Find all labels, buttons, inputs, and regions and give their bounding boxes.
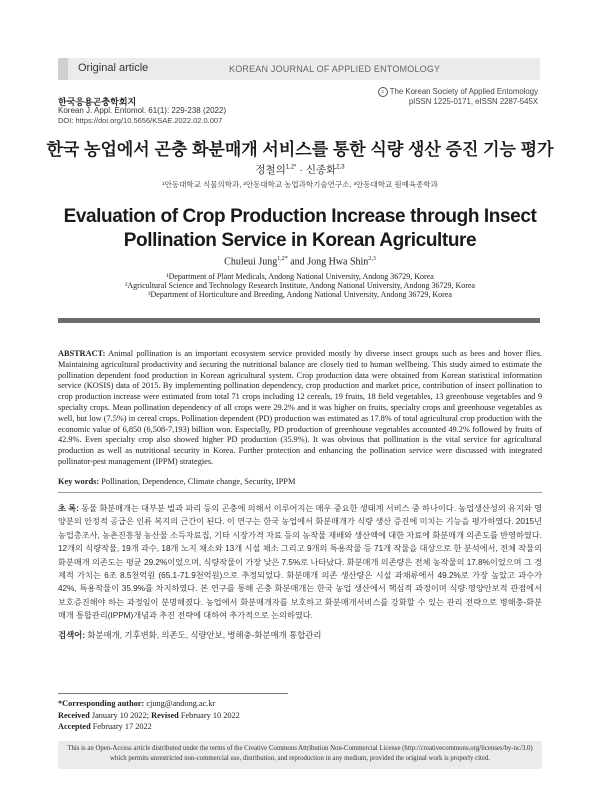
korean-affiliations: ¹안동대학교 식물의학과, ²안동대학교 농업과학기술연구소, ³안동대학교 원예육종학과 <box>162 180 438 189</box>
korean-author-1-affil: 1,2* <box>285 164 297 171</box>
corresponding-email[interactable]: cjung@andong.ac.kr <box>144 699 216 708</box>
korean-title: 한국 농업에서 곤충 화분매개 서비스를 통한 식량 생산 증진 기능 평가 <box>46 140 554 159</box>
header-bar-accent <box>58 58 68 80</box>
english-author-1: Chuleui Jung <box>224 256 278 268</box>
affiliation-1: ¹Department of Plant Medicals, Andong National University, Andong 36729, Korea <box>166 272 434 281</box>
issn: pISSN 1225-0171, eISSN 2287-545X <box>408 97 538 106</box>
korean-keywords-label: 검색어: <box>58 630 86 640</box>
license-line-1: This is an Open-Access article distributed under the terms of the Creative Commons Attribution Non-Commercial License (http://creativecommons.org/licenses/by-nc/3.0) <box>67 745 533 752</box>
journal-name: KOREAN JOURNAL OF APPLIED ENTOMOLOGY <box>229 64 441 74</box>
english-authors <box>0 256 600 267</box>
accepted-date <box>58 722 152 731</box>
abstract-text: Animal pollination is an important ecosystem service provided mostly by diverse insect groups such as bees and hover flies. Maintaining agricultural productivity and securing the nutritional balance are closely tied to human wellbeing. This study aimed to estimate the pollination dependent food production in Korean agricultural system. Crop production data were obtained from Korean statistical information service (KOSIS) data of 2015. By implementing pollination dependency, crop production and market price, contribution of insect pollination to crop production increase were estimated from total 71 crops including 12 cereals, 19 fruits, 18 field vegetables, 13 greenhouse vegetables and 9 specialty crops. Mean pollination dependency of all crops were 29.2% and it was higher on fruits, specialty crops and greenhouse vegetables as well, but low (7.5%) in cereal crops. Pollination dependent (PD) production was estimated as 17.8% of total agricultural crop production with the economic value of 6,850 (6,508-7,193) billion won. Especially, PD production of greenhouse vegetables accounted 49.2% followed by fruits of 42.9%. Even specialty crop also showed higher PD production (35.9%). It was obvious that pollination is the vital service for agricultural production as well as nutritional security in Korea. Further protection and enhancing the pollination service were discussed with integrated pollinator-pest management (IPPM) strategies. <box>58 349 542 466</box>
korean-abstract-text: 동물 화분매개는 대부분 벌과 파리 등의 곤충에 의해서 이루어지는 매우 중요한 생태계 서비스 중 하나이다. 농업생산성의 유지와 영양분의 안정적 공급은 인류 복지의 근간이 된다. 이 연구는 한국 농업에서 화분매개가 식량 생산 증진에 미치는 기능을 평가하였다. 2015년 농업총조사, 농촌진흥청 농산물 소득자료집, 기타 시장가격 자료 등의 농작물 재배와 생산액에 대한 자료에 화분매개 의존도를 반영하였다. 12개의 식량작물, 19개 과수, 18개 노지 채소와 13개 시설 채소 그리고 9개의 특용작물 등 71개 작물을 대상으로 한 분석에서, 전체 작물의 화분매개 의존도는 평균 29.2%이었으며, 식량작물이 가장 낮은 7.5%로 나타났다. 화분매개 의존량은 전체 농작물의 17.8%이었으며 그 경제적 가치는 6조 8.5천억원 (65.1-71.9천억원)으로 추정되었다. 화분매개 의존 생산량은 시설 과채류에서 49.2%로 가장 높았고 과수가 42%, 특용작물이 35.9%를 차지하였다. 본 연구를 통해 곤충 화분매개는 한국 농업 생산에서 핵심적 과정이며 식량·영양안보적 관점에서 보호증진해야 하는 과정임이 분명해졌다. 농업에서 화분매개자를 보호하고 화분매개서비스를 강화할 수 있는 관리 전략으로 병해충-화분매개 통합관리(IPPM)개념과 추진 전략에 대하여 추가적으로 논의하였다. <box>58 504 543 621</box>
footnote-divider <box>58 693 288 694</box>
revised-label: Revised <box>151 711 179 720</box>
korean-journal-name: 한국응용곤충학회지 <box>58 97 137 107</box>
received-date: January 10 2022; <box>89 711 152 720</box>
accepted-label: Accepted <box>58 722 91 731</box>
copyright-icon: c <box>378 87 388 97</box>
keywords <box>58 477 542 486</box>
korean-abstract-label: 초 록: <box>58 504 79 513</box>
korean-authors <box>0 162 600 177</box>
section-divider <box>58 318 540 323</box>
korean-abstract <box>58 502 542 623</box>
corresponding-author <box>58 699 215 708</box>
corresponding-label: *Corresponding author: <box>58 699 145 708</box>
english-author-2: Jong Hwa Shin <box>307 256 369 268</box>
license-text <box>58 744 542 764</box>
affiliation-3: ³Department of Horticulture and Breeding, Andong National University, Andong 36729, Korea <box>148 290 452 299</box>
abstract-divider <box>58 492 542 493</box>
korean-keywords <box>58 629 542 641</box>
license-line-2: which permits unrestricted non-commercial use, distribution, and reproduction in any medium, provided the original work is properly cited. <box>110 755 490 762</box>
keywords-text: Pollination, Dependence, Climate change, Security, IPPM <box>99 477 296 486</box>
affiliation-2: ²Agricultural Science and Technology Research Institute, Andong National University, Andong 36729, Korea <box>125 281 475 290</box>
abstract-label: ABSTRACT: <box>58 349 106 358</box>
copyright-text: The Korean Society of Applied Entomology <box>389 87 538 97</box>
english-title: Evaluation of Crop Production Increase through Insect Pollination Service in Korean Agriculture <box>63 206 537 251</box>
received-label: Received <box>58 711 90 720</box>
keywords-label: Key words: <box>58 477 100 486</box>
received-dates <box>58 711 240 720</box>
english-author-2-affil: 2,3 <box>368 256 376 262</box>
citation: Korean J. Appl. Entomol. 61(1): 229-238 (2022) <box>58 106 227 115</box>
english-author-1-affil: 1,2* <box>277 256 288 262</box>
korean-author-2: 신종화 <box>305 164 337 176</box>
author-separator: · <box>296 164 306 176</box>
korean-author-2-affil: 2,3 <box>336 164 345 171</box>
doi[interactable]: DOI: https://doi.org/10.5656/KSAE.2022.02.0.007 <box>58 116 223 125</box>
accepted-date-value: February 17 2022 <box>90 722 152 731</box>
author-conjunction: and <box>287 256 308 268</box>
korean-author-1: 정철의 <box>255 164 286 176</box>
abstract <box>58 349 542 468</box>
article-type: Original article <box>78 62 149 74</box>
copyright <box>378 87 538 97</box>
korean-keywords-text: 화분매개, 기후변화, 의존도, 식량안보, 병해충-화분매개 통합관리 <box>85 630 322 640</box>
revised-date: February 10 2022 <box>178 711 240 720</box>
